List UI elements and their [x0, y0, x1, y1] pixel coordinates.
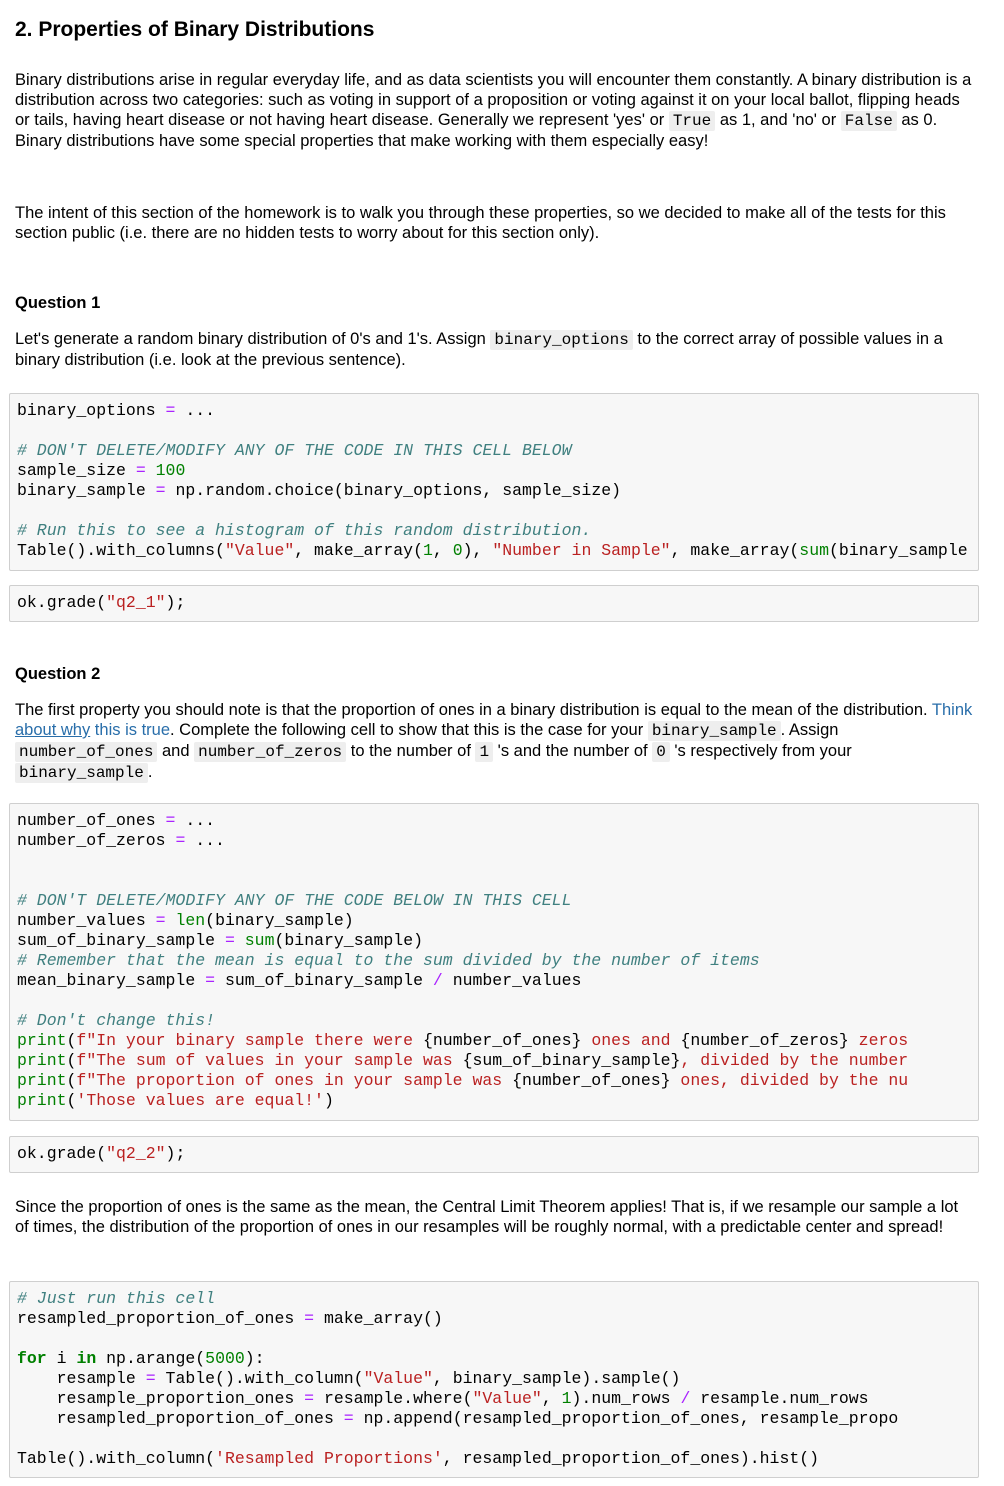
section-title: 2. Properties of Binary Distributions: [15, 18, 375, 41]
question-1-text: Let's generate a random binary distribution of 0's and 1's. Assign binary_options to the correct array of possible values in a binary distribution (i.e. look at the previous sentence).: [15, 330, 943, 369]
inline-code-zero: 0: [652, 742, 670, 762]
inline-code-binary-options: binary_options: [490, 330, 632, 350]
inline-code-binary-sample: binary_sample: [648, 721, 781, 741]
code-cell-resample[interactable]: [9, 1281, 979, 1478]
inline-code-number-of-zeros: number_of_zeros: [194, 742, 346, 762]
code-editor[interactable]: ok.grade("q2_2");: [17, 1144, 186, 1163]
code-editor[interactable]: binary_options = ... # DON'T DELETE/MODIFY ANY OF THE CODE IN THIS CELL BELOW sample_size = 100 binary_sample = np.random.choice(binary_options, sample_size) # Run this to see a histogram of this random distribution. Table().with_columns("Value", make_array(1, 0), "Number in Sample", make_array(sum(binary_sample: [17, 401, 968, 560]
intro-paragraph: Binary distributions arise in regular everyday life, and as data scientists you will encounter them constantly. A binary distribution is a distribution across two categories: such as voting in support of a proposition or voting against it on your local ballot, flipping heads or tails, having heart disease or not having heart disease. Generally we represent 'yes' or True as 1, and 'no' or False as 0. Binary distributions have some special properties that make working with them especially easy!: [15, 71, 972, 150]
question-2-heading: Question 2: [15, 665, 101, 683]
inline-code-one: 1: [475, 742, 493, 762]
inline-code-number-of-ones: number_of_ones: [15, 742, 157, 762]
intent-paragraph: The intent of this section of the homework is to walk you through these properties, so we decided to make all of the tests for this section public (i.e. there are no hidden tests to worry about for this section only).: [15, 204, 946, 242]
grade-cell-q2-1[interactable]: [9, 585, 979, 622]
code-editor[interactable]: number_of_ones = ... number_of_zeros = ... # DON'T DELETE/MODIFY ANY OF THE CODE BELOW IN THIS CELL number_values = len(binary_sample) sum_of_binary_sample = sum(binary_sample) # Remember that the mean is equal to the sum divided by the number of items mean_binary_sample = sum_of_binary_sample / number_values # Don't change this! print(f"In your binary sample there were {number_of_ones} ones and {number_of_zeros} zeros print(f"The sum of values in your sample was {sum_of_binary_sample}, divided by the number print(f"The proportion of ones in your sample was {number_of_ones} ones, divided by the nu print('Those values are equal!'): [17, 811, 909, 1110]
grade-cell-q2-2[interactable]: [9, 1136, 979, 1173]
code-cell-q1[interactable]: [9, 393, 979, 571]
think-about-why-link[interactable]: Think about why this is true: [15, 701, 973, 739]
inline-code-true: True: [669, 111, 715, 131]
inline-code-binary-sample-2: binary_sample: [15, 763, 148, 783]
code-editor[interactable]: ok.grade("q2_1");: [17, 593, 186, 612]
inline-code-false: False: [841, 111, 897, 131]
code-cell-q2[interactable]: [9, 803, 979, 1121]
question-2-text: The first property you should note is that the proportion of ones in a binary distribution is equal to the mean of the distribution. Think about why this is true. Complete the following cell to show that this is the case for your binary_sample . Assign number_of_ones and number_of_zeros to the number of 1 's and the number of 0 's respectively from your binary_sample .: [15, 701, 973, 782]
code-editor[interactable]: # Just run this cell resampled_proportion_of_ones = make_array() for i in np.arange(5000): resample = Table().with_column("Value", binary_sample).sample() resample_proportion_ones = resample.where("Value", 1).num_rows / resample.num_rows resampled_proportion_of_ones = np.append(resampled_proportion_of_ones, resample_propo Table().with_column('Resampled Proportions', resampled_proportion_of_ones).hist(): [17, 1289, 899, 1468]
question-1-heading: Question 1: [15, 294, 101, 312]
clt-paragraph: Since the proportion of ones is the same as the mean, the Central Limit Theorem applies! That is, if we resample our sample a lot of times, the distribution of the proportion of ones in our resamples will be roughly normal, with a predictable center and spread!: [15, 1198, 959, 1236]
